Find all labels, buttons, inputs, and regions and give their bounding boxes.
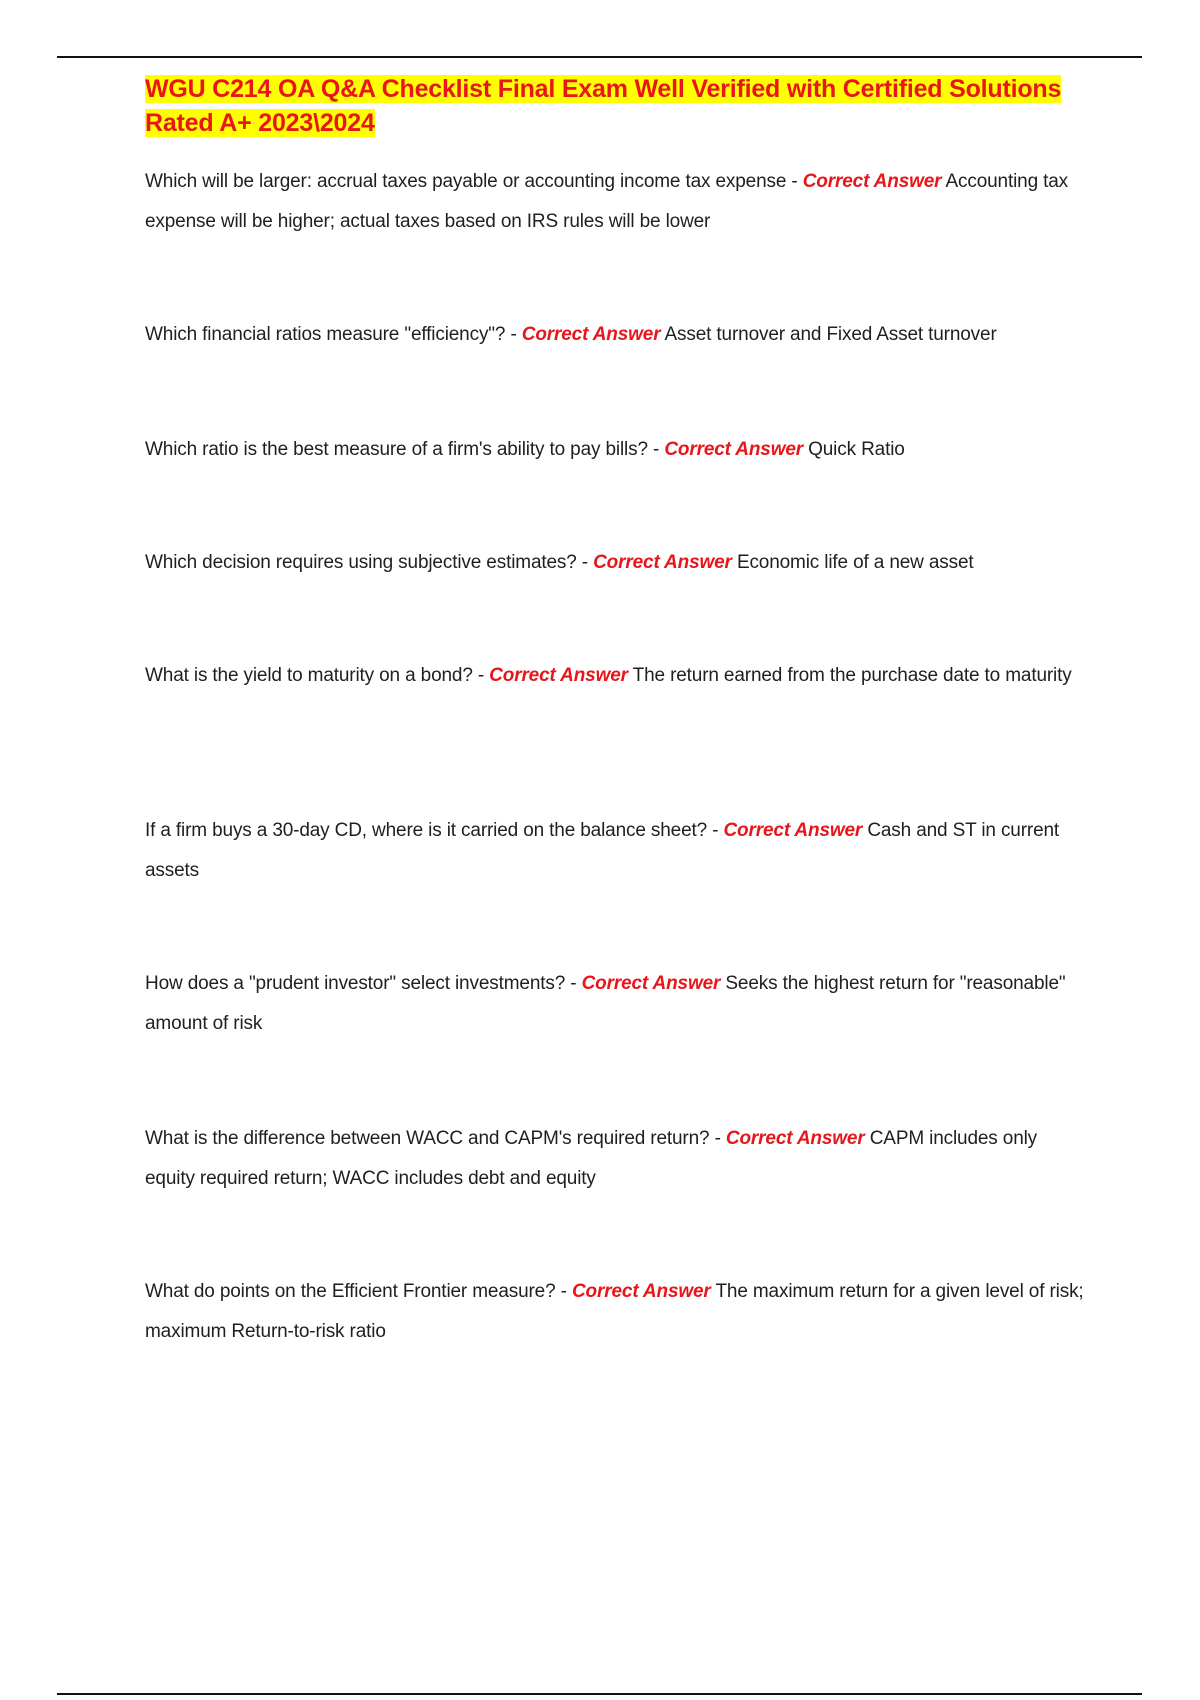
- question-text: If a firm buys a 30-day CD, where is it carried on the balance sheet?: [145, 820, 708, 841]
- correct-answer-label: Correct Answer: [571, 1281, 711, 1302]
- separator: -: [472, 665, 490, 686]
- qa-item-4: [145, 543, 1090, 583]
- separator: -: [709, 1128, 726, 1149]
- correct-answer-label: Correct Answer: [581, 973, 721, 994]
- correct-answer-label: Correct Answer: [521, 324, 661, 345]
- qa-item-6: [145, 811, 1090, 891]
- document-title: [145, 72, 1090, 140]
- correct-answer-label: Correct Answer: [725, 1128, 865, 1149]
- question-text: Which ratio is the best measure of a firm's ability to pay bills?: [145, 439, 648, 460]
- answer-text: The return earned from the purchase date to maturity: [632, 665, 1072, 686]
- separator: -: [565, 973, 582, 994]
- qa-item-5: [145, 656, 1090, 696]
- qa-item-8: [145, 1119, 1090, 1199]
- answer-text: CAPM includes only equity required return; WACC includes debt and equity: [145, 1128, 1038, 1189]
- answer-text: Quick Ratio: [808, 439, 905, 460]
- question-text: Which financial ratios measure "efficiency"?: [145, 324, 506, 345]
- correct-answer-label: Correct Answer: [802, 171, 942, 192]
- separator: -: [576, 552, 594, 573]
- separator: -: [647, 439, 665, 460]
- separator: -: [555, 1281, 572, 1302]
- answer-text: Accounting tax expense will be higher; actual taxes based on IRS rules will be lower: [145, 171, 1069, 232]
- bottom-rule: [57, 1693, 1142, 1695]
- correct-answer-label: Correct Answer: [489, 665, 628, 686]
- question-text: Which will be larger: accrual taxes payable or accounting income tax expense: [145, 171, 787, 192]
- separator: -: [786, 171, 803, 192]
- qa-item-7: [145, 964, 1090, 1044]
- answer-text: Seeks the highest return for "reasonable" amount of risk: [145, 973, 1066, 1034]
- question-text: What is the yield to maturity on a bond?: [145, 665, 473, 686]
- question-text: Which decision requires using subjective estimates?: [145, 552, 577, 573]
- top-rule: [57, 56, 1142, 58]
- correct-answer-label: Correct Answer: [593, 552, 732, 573]
- separator: -: [505, 324, 522, 345]
- correct-answer-label: Correct Answer: [723, 820, 863, 841]
- question-text: What is the difference between WACC and CAPM's required return?: [145, 1128, 710, 1149]
- separator: -: [707, 820, 724, 841]
- qa-item-9: [145, 1272, 1090, 1352]
- answer-text: Economic life of a new asset: [736, 552, 974, 573]
- document-title-text: WGU C214 OA Q&A Checklist Final Exam Well Verified with Certified Solutions Rated A+ 2023\2024: [145, 75, 1062, 137]
- answer-text: Asset turnover and Fixed Asset turnover: [664, 324, 997, 345]
- qa-item-3: [145, 430, 1090, 470]
- question-text: What do points on the Efficient Frontier measure?: [145, 1281, 556, 1302]
- qa-item-2: [145, 315, 1090, 355]
- question-text: How does a "prudent investor" select investments?: [145, 973, 566, 994]
- qa-item-1: [145, 162, 1090, 242]
- answer-text: The maximum return for a given level of risk; maximum Return-to-risk ratio: [145, 1281, 1084, 1342]
- correct-answer-label: Correct Answer: [664, 439, 803, 460]
- document-body: [145, 72, 1090, 1342]
- answer-text: Cash and ST in current assets: [145, 820, 1060, 881]
